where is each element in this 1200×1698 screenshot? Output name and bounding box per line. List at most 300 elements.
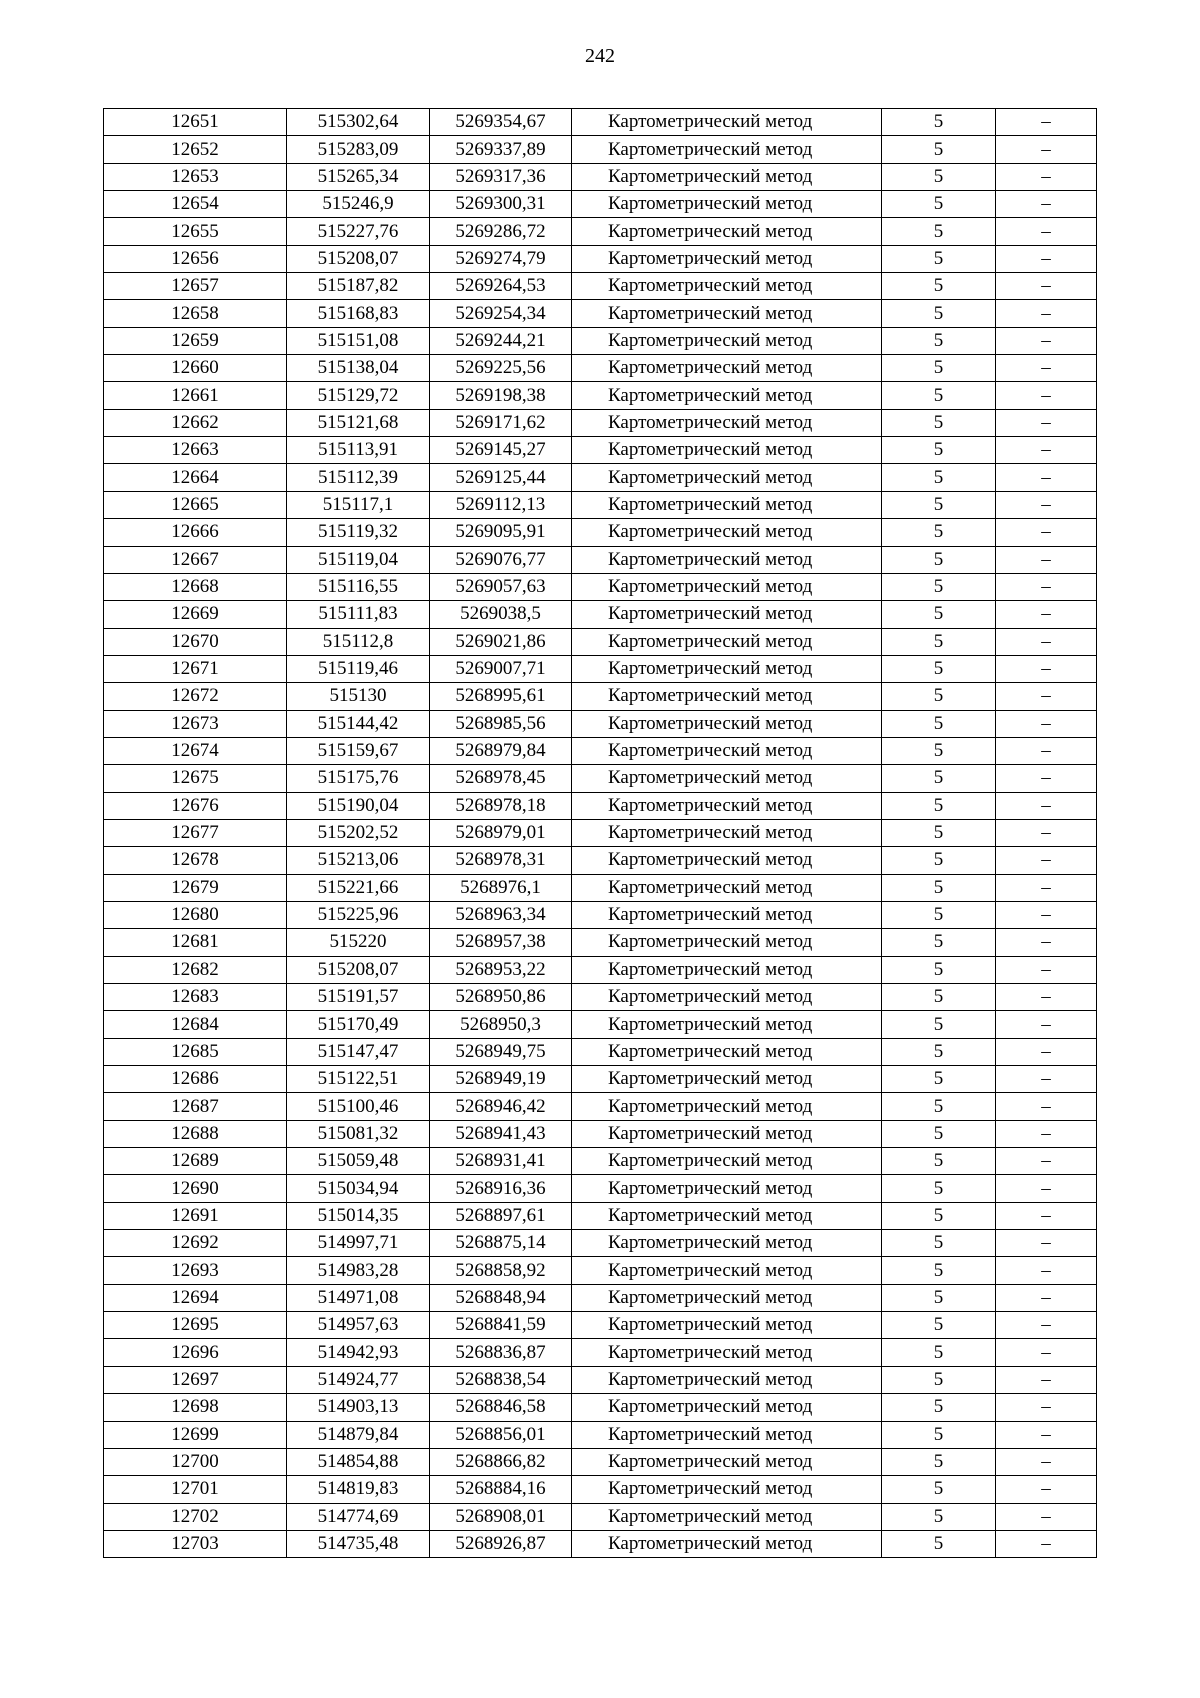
note-cell: –	[996, 683, 1097, 710]
y-coordinate-cell: 5268866,82	[430, 1448, 572, 1475]
y-coordinate-cell: 5269171,62	[430, 409, 572, 436]
y-coordinate-cell: 5268838,54	[430, 1366, 572, 1393]
point-number-cell: 12695	[104, 1312, 287, 1339]
table-row	[104, 300, 1097, 327]
note-cell: –	[996, 546, 1097, 573]
point-number-cell: 12703	[104, 1530, 287, 1557]
point-number-cell: 12681	[104, 929, 287, 956]
table-row	[104, 1120, 1097, 1147]
accuracy-cell: 5	[882, 1038, 996, 1065]
y-coordinate-cell: 5269254,34	[430, 300, 572, 327]
y-coordinate-cell: 5269244,21	[430, 327, 572, 354]
y-coordinate-cell: 5269095,91	[430, 519, 572, 546]
table-row	[104, 491, 1097, 518]
point-number-cell: 12698	[104, 1394, 287, 1421]
x-coordinate-cell: 515122,51	[287, 1066, 430, 1093]
x-coordinate-cell: 514997,71	[287, 1230, 430, 1257]
y-coordinate-cell: 5268976,1	[430, 874, 572, 901]
method-cell: Картометрический метод	[572, 546, 882, 573]
accuracy-cell: 5	[882, 191, 996, 218]
accuracy-cell: 5	[882, 737, 996, 764]
accuracy-cell: 5	[882, 1530, 996, 1557]
y-coordinate-cell: 5269125,44	[430, 464, 572, 491]
x-coordinate-cell: 514879,84	[287, 1421, 430, 1448]
table-row	[104, 765, 1097, 792]
accuracy-cell: 5	[882, 929, 996, 956]
table-row	[104, 1038, 1097, 1065]
method-cell: Картометрический метод	[572, 1312, 882, 1339]
table-row	[104, 655, 1097, 682]
x-coordinate-cell: 515059,48	[287, 1148, 430, 1175]
note-cell: –	[996, 1148, 1097, 1175]
accuracy-cell: 5	[882, 765, 996, 792]
note-cell: –	[996, 1230, 1097, 1257]
y-coordinate-cell: 5268949,75	[430, 1038, 572, 1065]
y-coordinate-cell: 5268946,42	[430, 1093, 572, 1120]
accuracy-cell: 5	[882, 819, 996, 846]
method-cell: Картометрический метод	[572, 1530, 882, 1557]
y-coordinate-cell: 5268979,84	[430, 737, 572, 764]
table-row	[104, 1394, 1097, 1421]
point-number-cell: 12690	[104, 1175, 287, 1202]
table-row	[104, 218, 1097, 245]
note-cell: –	[996, 382, 1097, 409]
note-cell: –	[996, 300, 1097, 327]
accuracy-cell: 5	[882, 1448, 996, 1475]
point-number-cell: 12697	[104, 1366, 287, 1393]
y-coordinate-cell: 5268884,16	[430, 1476, 572, 1503]
point-number-cell: 12686	[104, 1066, 287, 1093]
method-cell: Картометрический метод	[572, 273, 882, 300]
note-cell: –	[996, 1312, 1097, 1339]
table-row	[104, 628, 1097, 655]
accuracy-cell: 5	[882, 1230, 996, 1257]
x-coordinate-cell: 515213,06	[287, 847, 430, 874]
accuracy-cell: 5	[882, 109, 996, 136]
point-number-cell: 12687	[104, 1093, 287, 1120]
method-cell: Картометрический метод	[572, 601, 882, 628]
table-row	[104, 984, 1097, 1011]
method-cell: Картометрический метод	[572, 1394, 882, 1421]
x-coordinate-cell: 515191,57	[287, 984, 430, 1011]
method-cell: Картометрический метод	[572, 491, 882, 518]
note-cell: –	[996, 1448, 1097, 1475]
method-cell: Картометрический метод	[572, 737, 882, 764]
x-coordinate-cell: 515227,76	[287, 218, 430, 245]
table-row	[104, 519, 1097, 546]
table-row	[104, 901, 1097, 928]
note-cell: –	[996, 355, 1097, 382]
table-row	[104, 792, 1097, 819]
accuracy-cell: 5	[882, 382, 996, 409]
x-coordinate-cell: 515175,76	[287, 765, 430, 792]
x-coordinate-cell: 515187,82	[287, 273, 430, 300]
x-coordinate-cell: 515147,47	[287, 1038, 430, 1065]
point-number-cell: 12683	[104, 984, 287, 1011]
accuracy-cell: 5	[882, 901, 996, 928]
accuracy-cell: 5	[882, 573, 996, 600]
table-row	[104, 273, 1097, 300]
x-coordinate-cell: 515111,83	[287, 601, 430, 628]
table-row	[104, 573, 1097, 600]
accuracy-cell: 5	[882, 1284, 996, 1311]
method-cell: Картометрический метод	[572, 1476, 882, 1503]
x-coordinate-cell: 515034,94	[287, 1175, 430, 1202]
x-coordinate-cell: 515144,42	[287, 710, 430, 737]
table-row	[104, 546, 1097, 573]
method-cell: Картометрический метод	[572, 519, 882, 546]
method-cell: Картометрический метод	[572, 1202, 882, 1229]
point-number-cell: 12680	[104, 901, 287, 928]
point-number-cell: 12693	[104, 1257, 287, 1284]
table-row	[104, 601, 1097, 628]
x-coordinate-cell: 515130	[287, 683, 430, 710]
note-cell: –	[996, 1366, 1097, 1393]
method-cell: Картометрический метод	[572, 355, 882, 382]
point-number-cell: 12654	[104, 191, 287, 218]
y-coordinate-cell: 5269007,71	[430, 655, 572, 682]
accuracy-cell: 5	[882, 956, 996, 983]
note-cell: –	[996, 819, 1097, 846]
note-cell: –	[996, 1503, 1097, 1530]
y-coordinate-cell: 5269225,56	[430, 355, 572, 382]
point-number-cell: 12662	[104, 409, 287, 436]
table-row	[104, 1476, 1097, 1503]
x-coordinate-cell: 514924,77	[287, 1366, 430, 1393]
method-cell: Картометрический метод	[572, 1339, 882, 1366]
x-coordinate-cell: 515225,96	[287, 901, 430, 928]
accuracy-cell: 5	[882, 519, 996, 546]
x-coordinate-cell: 514942,93	[287, 1339, 430, 1366]
y-coordinate-cell: 5269274,79	[430, 245, 572, 272]
table-row	[104, 245, 1097, 272]
x-coordinate-cell: 515208,07	[287, 956, 430, 983]
table-row	[104, 1421, 1097, 1448]
y-coordinate-cell: 5268963,34	[430, 901, 572, 928]
table-row	[104, 1175, 1097, 1202]
accuracy-cell: 5	[882, 984, 996, 1011]
y-coordinate-cell: 5268848,94	[430, 1284, 572, 1311]
table-row	[104, 819, 1097, 846]
x-coordinate-cell: 515221,66	[287, 874, 430, 901]
y-coordinate-cell: 5269264,53	[430, 273, 572, 300]
accuracy-cell: 5	[882, 628, 996, 655]
y-coordinate-cell: 5268978,31	[430, 847, 572, 874]
note-cell: –	[996, 655, 1097, 682]
method-cell: Картометрический метод	[572, 218, 882, 245]
x-coordinate-cell: 515112,39	[287, 464, 430, 491]
point-number-cell: 12688	[104, 1120, 287, 1147]
method-cell: Картометрический метод	[572, 191, 882, 218]
x-coordinate-cell: 515138,04	[287, 355, 430, 382]
method-cell: Картометрический метод	[572, 1448, 882, 1475]
method-cell: Картометрический метод	[572, 819, 882, 846]
method-cell: Картометрический метод	[572, 1038, 882, 1065]
note-cell: –	[996, 1202, 1097, 1229]
accuracy-cell: 5	[882, 847, 996, 874]
table-row	[104, 382, 1097, 409]
table-row	[104, 683, 1097, 710]
point-number-cell: 12669	[104, 601, 287, 628]
note-cell: –	[996, 1011, 1097, 1038]
point-number-cell: 12679	[104, 874, 287, 901]
note-cell: –	[996, 874, 1097, 901]
note-cell: –	[996, 628, 1097, 655]
note-cell: –	[996, 847, 1097, 874]
point-number-cell: 12676	[104, 792, 287, 819]
note-cell: –	[996, 1339, 1097, 1366]
y-coordinate-cell: 5269286,72	[430, 218, 572, 245]
method-cell: Картометрический метод	[572, 710, 882, 737]
y-coordinate-cell: 5268941,43	[430, 1120, 572, 1147]
point-number-cell: 12672	[104, 683, 287, 710]
x-coordinate-cell: 515113,91	[287, 437, 430, 464]
point-number-cell: 12684	[104, 1011, 287, 1038]
note-cell: –	[996, 1530, 1097, 1557]
note-cell: –	[996, 1066, 1097, 1093]
y-coordinate-cell: 5268926,87	[430, 1530, 572, 1557]
page-number: 242	[585, 45, 615, 67]
y-coordinate-cell: 5268950,86	[430, 984, 572, 1011]
note-cell: –	[996, 765, 1097, 792]
table-row	[104, 1148, 1097, 1175]
point-number-cell: 12674	[104, 737, 287, 764]
method-cell: Картометрический метод	[572, 628, 882, 655]
accuracy-cell: 5	[882, 491, 996, 518]
y-coordinate-cell: 5269057,63	[430, 573, 572, 600]
point-number-cell: 12660	[104, 355, 287, 382]
accuracy-cell: 5	[882, 136, 996, 163]
accuracy-cell: 5	[882, 1093, 996, 1120]
accuracy-cell: 5	[882, 327, 996, 354]
y-coordinate-cell: 5269145,27	[430, 437, 572, 464]
table-row	[104, 355, 1097, 382]
method-cell: Картометрический метод	[572, 1257, 882, 1284]
x-coordinate-cell: 515100,46	[287, 1093, 430, 1120]
x-coordinate-cell: 514819,83	[287, 1476, 430, 1503]
accuracy-cell: 5	[882, 437, 996, 464]
table-row	[104, 109, 1097, 136]
accuracy-cell: 5	[882, 300, 996, 327]
method-cell: Картометрический метод	[572, 327, 882, 354]
table-row	[104, 437, 1097, 464]
coordinates-table-body	[104, 109, 1097, 1558]
table-row	[104, 1257, 1097, 1284]
table-row	[104, 1284, 1097, 1311]
point-number-cell: 12699	[104, 1421, 287, 1448]
accuracy-cell: 5	[882, 218, 996, 245]
method-cell: Картометрический метод	[572, 573, 882, 600]
method-cell: Картометрический метод	[572, 382, 882, 409]
point-number-cell: 12694	[104, 1284, 287, 1311]
note-cell: –	[996, 710, 1097, 737]
y-coordinate-cell: 5268841,59	[430, 1312, 572, 1339]
x-coordinate-cell: 515119,04	[287, 546, 430, 573]
method-cell: Картометрический метод	[572, 300, 882, 327]
method-cell: Картометрический метод	[572, 163, 882, 190]
table-row	[104, 1339, 1097, 1366]
point-number-cell: 12664	[104, 464, 287, 491]
table-row	[104, 710, 1097, 737]
y-coordinate-cell: 5268875,14	[430, 1230, 572, 1257]
accuracy-cell: 5	[882, 1339, 996, 1366]
note-cell: –	[996, 245, 1097, 272]
x-coordinate-cell: 514971,08	[287, 1284, 430, 1311]
note-cell: –	[996, 437, 1097, 464]
point-number-cell: 12685	[104, 1038, 287, 1065]
y-coordinate-cell: 5268856,01	[430, 1421, 572, 1448]
accuracy-cell: 5	[882, 1120, 996, 1147]
method-cell: Картометрический метод	[572, 901, 882, 928]
note-cell: –	[996, 1093, 1097, 1120]
note-cell: –	[996, 1476, 1097, 1503]
note-cell: –	[996, 136, 1097, 163]
x-coordinate-cell: 515129,72	[287, 382, 430, 409]
method-cell: Картометрический метод	[572, 245, 882, 272]
x-coordinate-cell: 515119,46	[287, 655, 430, 682]
x-coordinate-cell: 515151,08	[287, 327, 430, 354]
accuracy-cell: 5	[882, 1312, 996, 1339]
x-coordinate-cell: 515168,83	[287, 300, 430, 327]
x-coordinate-cell: 515119,32	[287, 519, 430, 546]
note-cell: –	[996, 491, 1097, 518]
table-row	[104, 1312, 1097, 1339]
method-cell: Картометрический метод	[572, 956, 882, 983]
y-coordinate-cell: 5268985,56	[430, 710, 572, 737]
table-row	[104, 1011, 1097, 1038]
x-coordinate-cell: 515014,35	[287, 1202, 430, 1229]
method-cell: Картометрический метод	[572, 1284, 882, 1311]
method-cell: Картометрический метод	[572, 1230, 882, 1257]
accuracy-cell: 5	[882, 1175, 996, 1202]
point-number-cell: 12653	[104, 163, 287, 190]
y-coordinate-cell: 5268978,45	[430, 765, 572, 792]
point-number-cell: 12696	[104, 1339, 287, 1366]
accuracy-cell: 5	[882, 1476, 996, 1503]
note-cell: –	[996, 163, 1097, 190]
note-cell: –	[996, 218, 1097, 245]
y-coordinate-cell: 5268953,22	[430, 956, 572, 983]
point-number-cell: 12652	[104, 136, 287, 163]
accuracy-cell: 5	[882, 710, 996, 737]
point-number-cell: 12668	[104, 573, 287, 600]
y-coordinate-cell: 5269300,31	[430, 191, 572, 218]
table-row	[104, 874, 1097, 901]
point-number-cell: 12678	[104, 847, 287, 874]
point-number-cell: 12700	[104, 1448, 287, 1475]
method-cell: Картометрический метод	[572, 1011, 882, 1038]
method-cell: Картометрический метод	[572, 655, 882, 682]
method-cell: Картометрический метод	[572, 874, 882, 901]
x-coordinate-cell: 514903,13	[287, 1394, 430, 1421]
point-number-cell: 12701	[104, 1476, 287, 1503]
note-cell: –	[996, 191, 1097, 218]
accuracy-cell: 5	[882, 1366, 996, 1393]
accuracy-cell: 5	[882, 464, 996, 491]
x-coordinate-cell: 515302,64	[287, 109, 430, 136]
x-coordinate-cell: 514957,63	[287, 1312, 430, 1339]
x-coordinate-cell: 515159,67	[287, 737, 430, 764]
note-cell: –	[996, 737, 1097, 764]
y-coordinate-cell: 5268978,18	[430, 792, 572, 819]
y-coordinate-cell: 5268897,61	[430, 1202, 572, 1229]
y-coordinate-cell: 5268916,36	[430, 1175, 572, 1202]
accuracy-cell: 5	[882, 163, 996, 190]
accuracy-cell: 5	[882, 792, 996, 819]
accuracy-cell: 5	[882, 409, 996, 436]
x-coordinate-cell: 515121,68	[287, 409, 430, 436]
method-cell: Картометрический метод	[572, 409, 882, 436]
note-cell: –	[996, 792, 1097, 819]
note-cell: –	[996, 601, 1097, 628]
accuracy-cell: 5	[882, 1503, 996, 1530]
point-number-cell: 12667	[104, 546, 287, 573]
point-number-cell: 12655	[104, 218, 287, 245]
point-number-cell: 12661	[104, 382, 287, 409]
accuracy-cell: 5	[882, 1257, 996, 1284]
point-number-cell: 12673	[104, 710, 287, 737]
table-row	[104, 191, 1097, 218]
point-number-cell: 12702	[104, 1503, 287, 1530]
point-number-cell: 12651	[104, 109, 287, 136]
x-coordinate-cell: 515265,34	[287, 163, 430, 190]
note-cell: –	[996, 273, 1097, 300]
coordinates-table	[103, 108, 1097, 1558]
note-cell: –	[996, 327, 1097, 354]
x-coordinate-cell: 514983,28	[287, 1257, 430, 1284]
table-row	[104, 163, 1097, 190]
note-cell: –	[996, 1038, 1097, 1065]
table-row	[104, 1448, 1097, 1475]
method-cell: Картометрический метод	[572, 792, 882, 819]
table-row	[104, 1230, 1097, 1257]
y-coordinate-cell: 5268836,87	[430, 1339, 572, 1366]
method-cell: Картометрический метод	[572, 683, 882, 710]
note-cell: –	[996, 929, 1097, 956]
method-cell: Картометрический метод	[572, 847, 882, 874]
point-number-cell: 12656	[104, 245, 287, 272]
note-cell: –	[996, 109, 1097, 136]
y-coordinate-cell: 5269038,5	[430, 601, 572, 628]
accuracy-cell: 5	[882, 245, 996, 272]
point-number-cell: 12675	[104, 765, 287, 792]
method-cell: Картометрический метод	[572, 1148, 882, 1175]
x-coordinate-cell: 515112,8	[287, 628, 430, 655]
y-coordinate-cell: 5268995,61	[430, 683, 572, 710]
x-coordinate-cell: 515081,32	[287, 1120, 430, 1147]
accuracy-cell: 5	[882, 1066, 996, 1093]
x-coordinate-cell: 515190,04	[287, 792, 430, 819]
y-coordinate-cell: 5268957,38	[430, 929, 572, 956]
note-cell: –	[996, 1284, 1097, 1311]
note-cell: –	[996, 519, 1097, 546]
method-cell: Картометрический метод	[572, 464, 882, 491]
y-coordinate-cell: 5268858,92	[430, 1257, 572, 1284]
y-coordinate-cell: 5269021,86	[430, 628, 572, 655]
table-row	[104, 929, 1097, 956]
table-row	[104, 1093, 1097, 1120]
method-cell: Картометрический метод	[572, 1366, 882, 1393]
method-cell: Картометрический метод	[572, 1175, 882, 1202]
method-cell: Картометрический метод	[572, 1421, 882, 1448]
y-coordinate-cell: 5269337,89	[430, 136, 572, 163]
x-coordinate-cell: 515116,55	[287, 573, 430, 600]
method-cell: Картометрический метод	[572, 1120, 882, 1147]
note-cell: –	[996, 573, 1097, 600]
table-row	[104, 956, 1097, 983]
accuracy-cell: 5	[882, 601, 996, 628]
point-number-cell: 12658	[104, 300, 287, 327]
